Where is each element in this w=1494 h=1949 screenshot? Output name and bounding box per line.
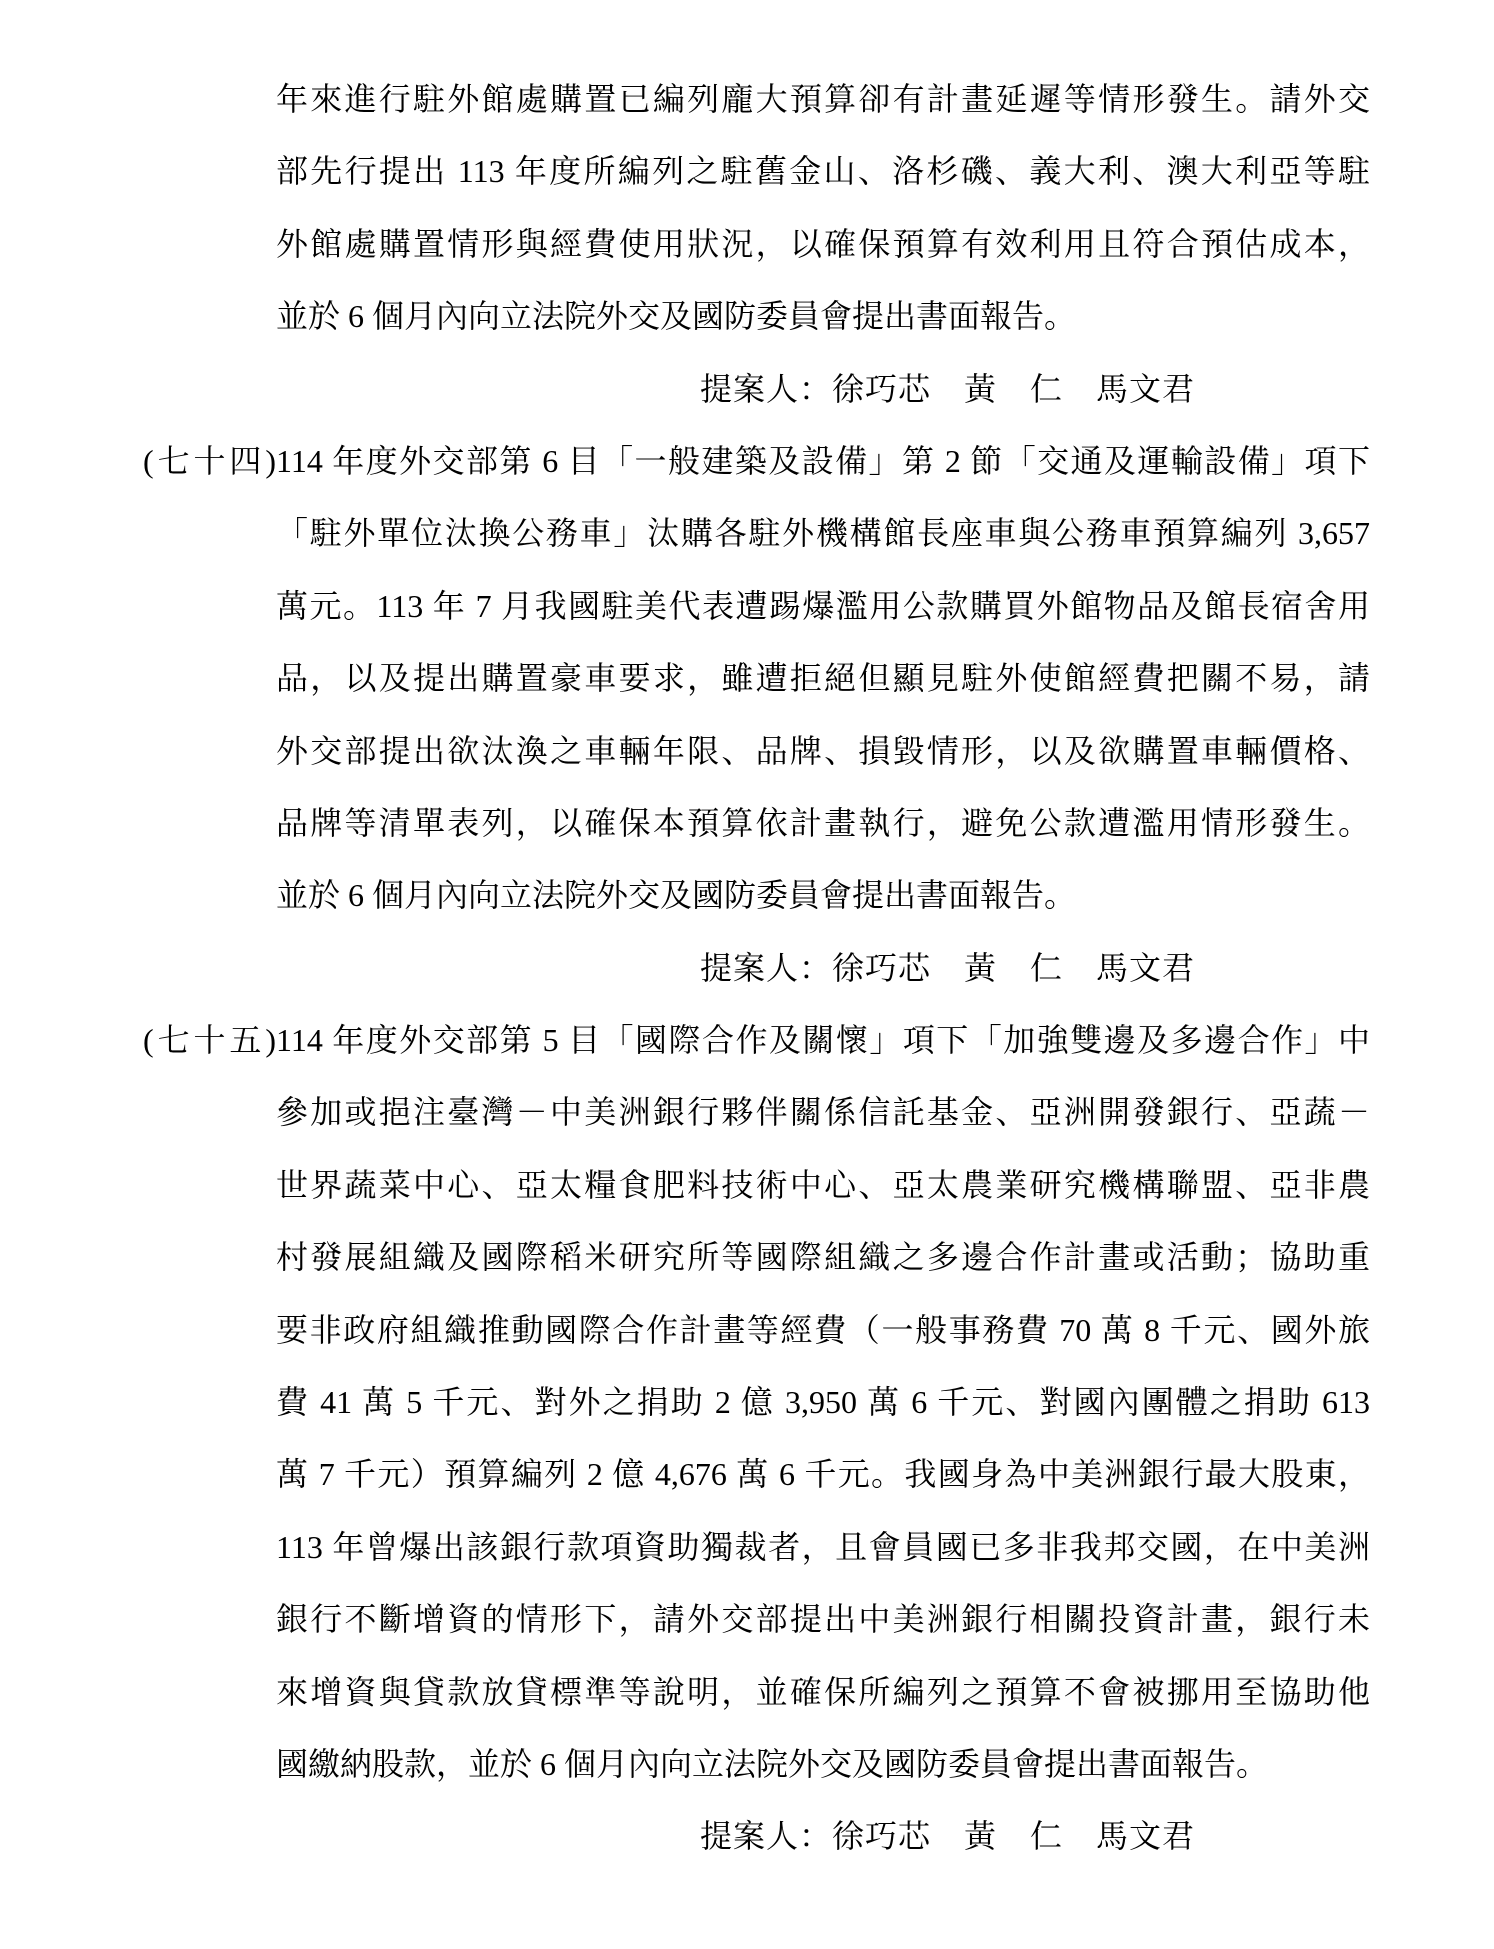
body-text-line: 萬 7 千元）預算編列 2 億 4,676 萬 6 千元。我國身為中美洲銀行最大股東， — [276, 1456, 1370, 1493]
body-text-line: 外交部提出欲汰渙之車輛年限、品牌、損毀情形，以及欲購置車輛價格、 — [276, 732, 1370, 769]
body-text-line: 參加或挹注臺灣－中美洲銀行夥伴關係信託基金、亞洲開發銀行、亞蔬－ — [276, 1094, 1370, 1131]
body-text-line: 113 年曾爆出該銀行款項資助獨裁者，且會員國已多非我邦交國，在中美洲 — [276, 1528, 1370, 1565]
body-text-line: 品牌等清單表列，以確保本預算依計畫執行，避免公款遭濫用情形發生。 — [276, 804, 1370, 841]
body-text-line: 年來進行駐外館處購置已編列龐大預算卻有計畫延遲等情形發生。請外交 — [276, 81, 1370, 117]
body-text-line: 品，以及提出購置豪車要求，雖遭拒絕但顯見駐外使館經費把關不易，請 — [276, 660, 1370, 697]
body-text-line: 世界蔬菜中心、亞太糧食肥料技術中心、亞太農業研究機構聯盟、亞非農 — [276, 1166, 1370, 1203]
body-text-line: 國繳納股款，並於 6 個月內向立法院外交及國防委員會提出書面報告。 — [276, 1745, 1269, 1782]
body-text-line: 要非政府組織推動國際合作計畫等經費（一般事務費 70 萬 8 千元、國外旅 — [276, 1311, 1370, 1348]
proposer-signature: 提案人：徐巧芯 黃 仁 馬文君 — [700, 370, 1196, 407]
proposer-signature: 提案人：徐巧芯 黃 仁 馬文君 — [700, 949, 1196, 986]
proposer-signature: 提案人：徐巧芯 黃 仁 馬文君 — [700, 1818, 1196, 1855]
body-text-line: 並於 6 個月內向立法院外交及國防委員會提出書面報告。 — [276, 877, 1077, 914]
body-text-line: 部先行提出 113 年度所編列之駐舊金山、洛杉磯、義大利、澳大利亞等駐 — [276, 153, 1370, 190]
body-text-line: 來增資與貸款放貸標準等說明，並確保所編列之預算不會被挪用至協助他 — [276, 1673, 1370, 1710]
body-text-line: 114 年度外交部第 6 目「一般建築及設備」第 2 節「交通及運輸設備」項下 — [276, 442, 1370, 479]
item-75 — [143, 1004, 1370, 1873]
item-number-label: (七十四) — [143, 442, 276, 479]
body-text-line: 外館處購置情形與經費使用狀況，以確保預算有效利用且符合預估成本， — [276, 225, 1370, 262]
body-text-line: 村發展組織及國際稻米研究所等國際組織之多邊合作計畫或活動；協助重 — [276, 1239, 1370, 1276]
body-text-line: 114 年度外交部第 5 目「國際合作及關懷」項下「加強雙邊及多邊合作」中 — [276, 1022, 1370, 1059]
item-continuation — [276, 63, 1370, 425]
item-number-label: (七十五) — [143, 1022, 276, 1059]
body-text-line: 銀行不斷增資的情形下，請外交部提出中美洲銀行相關投資計畫，銀行未 — [276, 1601, 1370, 1638]
document-body — [143, 63, 1370, 1873]
body-text-line: 萬元。113 年 7 月我國駐美代表遭踢爆濫用公款購買外館物品及館長宿舍用 — [276, 587, 1370, 624]
body-text-line: 費 41 萬 5 千元、對外之捐助 2 億 3,950 萬 6 千元、對國內團體之捐助 613 — [276, 1384, 1370, 1421]
body-text-line: 並於 6 個月內向立法院外交及國防委員會提出書面報告。 — [276, 298, 1077, 335]
body-text-line: 「駐外單位汰換公務車」汰購各駐外機構館長座車與公務車預算編列 3,657 — [276, 515, 1370, 552]
item-74 — [143, 425, 1370, 1004]
